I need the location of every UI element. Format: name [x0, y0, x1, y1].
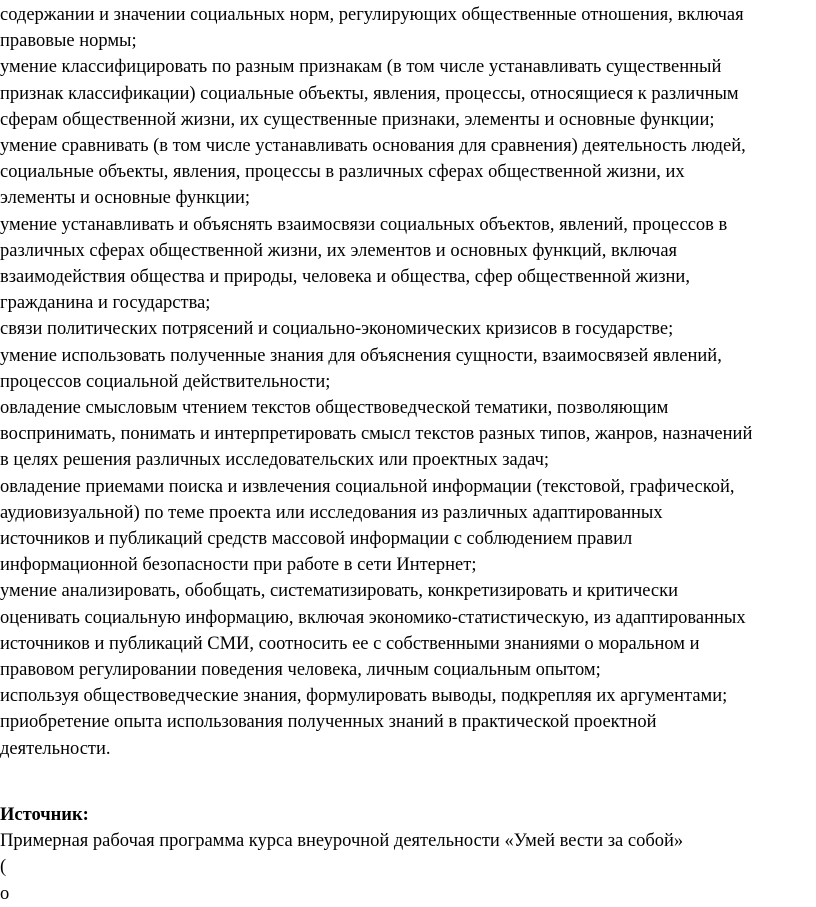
text-line: социальные объекты, явления, процессы в различных сферах общественной жизни, их — [0, 162, 685, 183]
text-line: содержании и значении социальных норм, регулирующих общественные отношения, включая — [0, 5, 744, 25]
text-line: элементы и основные функции; — [0, 188, 251, 209]
spacer — [0, 762, 816, 788]
text-line: аудиовизуальной) по теме проекта или исследования из различных адаптированных — [0, 502, 663, 523]
text-line: умение устанавливать и объяснять взаимосвязи социальных объектов, явлений, процессов в — [0, 214, 728, 235]
text-line: взаимодействия общества и природы, человека и общества, сфер общественной жизни, — [0, 267, 690, 288]
text-line: используя обществоведческие знания, формулировать выводы, подкрепляя их аргументами; — [0, 686, 728, 707]
text-line: сферам общественной жизни, их существенные признаки, элементы и основные функции; — [0, 109, 715, 130]
text-line: информационной безопасности при работе в сети Интернет; — [0, 555, 477, 576]
text-line: признак классификации) социальные объекты, явления, процессы, относящиеся к различным — [0, 83, 739, 104]
source-heading: Источник: — [0, 804, 89, 825]
text-line: умение использовать полученные знания для объяснения сущности, взаимосвязей явлений, — [0, 345, 722, 366]
text-line: процессов социальной действительности; — [0, 371, 331, 392]
text-line: источников и публикаций СМИ, соотносить ее с собственными знаниями о моральном и — [0, 633, 700, 654]
text-line: оценивать социальную информацию, включая экономико-статистическую, из адаптированных — [0, 607, 746, 628]
text-line: приобретение опыта использования полученных знаний в практической проектной — [0, 712, 657, 733]
text-line: источников и публикаций средств массовой информации с соблюдением правил — [0, 529, 633, 550]
source-cut-text: о — [0, 883, 10, 904]
text-line: овладение приемами поиска и извлечения социальной информации (текстовой, графической, — [0, 476, 735, 497]
text-line: деятельности. — [0, 738, 111, 759]
text-line: правовые нормы; — [0, 31, 137, 52]
text-line: связи политических потрясений и социально-экономических кризисов в государстве; — [0, 319, 674, 340]
text-line: умение сравнивать (в том числе устанавливать основания для сравнения) деятельность людей, — [0, 136, 746, 157]
text-line: умение классифицировать по разным признакам (в том числе устанавливать существенный — [0, 57, 722, 78]
text-line: умение анализировать, обобщать, систематизировать, конкретизировать и критически — [0, 581, 679, 602]
text-line: гражданина и государства; — [0, 293, 211, 314]
text-line: правовом регулировании поведения человека, личным социальным опытом; — [0, 660, 601, 681]
text-line: в целях решения различных исследовательских или проектных задач; — [0, 450, 550, 471]
text-line: овладение смысловым чтением текстов обществоведческой тематики, позволяющим — [0, 398, 669, 419]
text-line: воспринимать, понимать и интерпретировать смысл текстов разных типов, жанров, назначений — [0, 424, 753, 445]
source-paren: ( — [0, 857, 7, 878]
source-text: Примерная рабочая программа курса внеурочной деятельности «Умей вести за собой» — [0, 831, 684, 852]
text-line: различных сферах общественной жизни, их элементов и основных функций, включая — [0, 240, 678, 261]
